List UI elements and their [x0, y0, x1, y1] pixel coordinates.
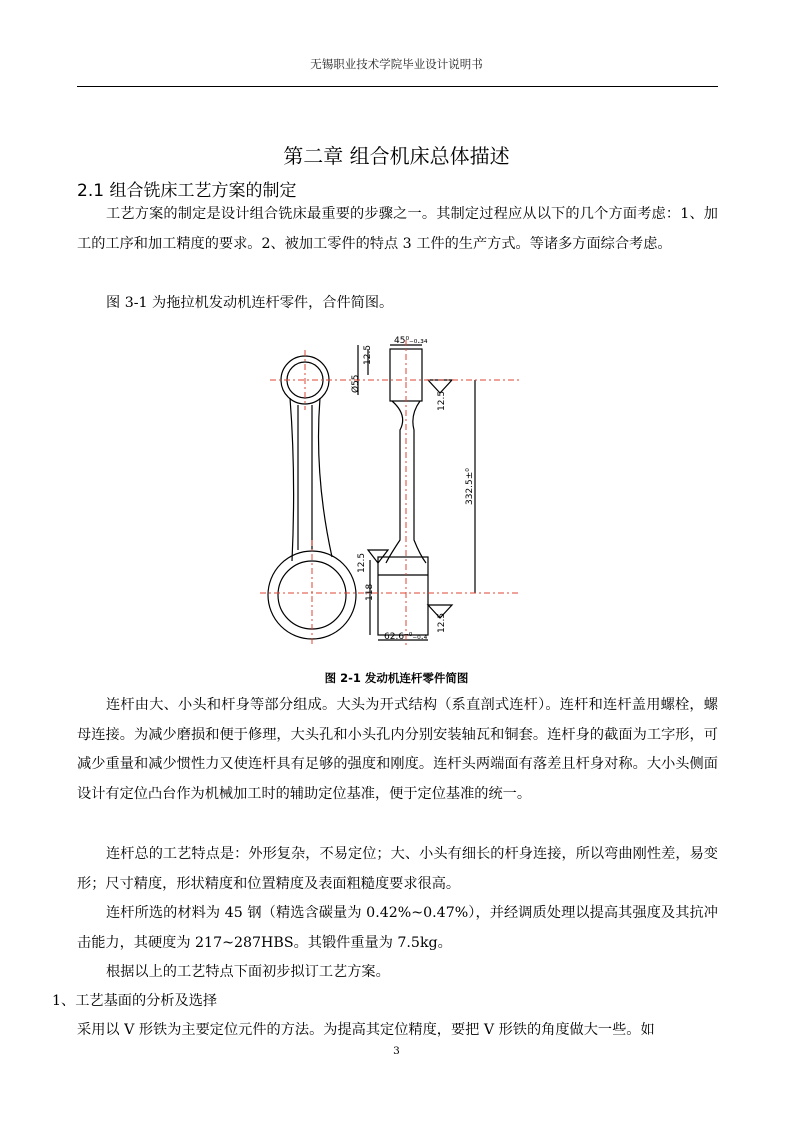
side-big-end: [378, 557, 428, 635]
connecting-rod-drawing: [260, 335, 520, 645]
dim-bottom-width: 62.6⁻⁰₋₀.₄: [384, 632, 428, 642]
paragraph-figure-ref: 图 3-1 为拖拉机发动机连杆零件，合件简图。: [106, 295, 394, 311]
shank-right-edge: [319, 398, 333, 557]
chapter-title: 第二章 组合机床总体描述: [283, 144, 510, 168]
section-title: 2.1 组合铣床工艺方案的制定: [77, 181, 297, 201]
paragraph-v-block: 采用以 V 形铁为主要定位元件的方法。为提高其定位精度，要把 V 形铁的角度做大一些。如: [77, 1022, 655, 1038]
header-divider: [77, 86, 718, 87]
dim-big-dia: 118: [365, 583, 375, 601]
header-title: 无锡职业技术学院毕业设计说明书: [310, 57, 483, 71]
paragraph-material: 连杆所选的材料为 45 钢（精选含碳量为 0.42%~0.47%），并经调质处理以提高其强度及其抗冲击能力，其硬度为 217~287HBS。其锻件重量为 7.5kg。: [77, 905, 718, 951]
figure-caption: 图 2-1 发动机连杆零件简图: [324, 671, 469, 685]
page-number: 3: [393, 1045, 400, 1057]
paragraph-process-features: 连杆总的工艺特点是：外形复杂，不易定位；大、小头有细长的杆身连接，所以弯曲刚性差，易变形；尺寸精度，形状精度和位置精度及表面粗糙度要求很高。: [77, 846, 718, 892]
side-shank-right: [413, 401, 426, 563]
dim-rough-lower: 12.5: [437, 612, 447, 633]
dim-big-height: 12.5: [357, 552, 367, 573]
dim-rough-upper: 12.5: [437, 390, 447, 411]
list-heading-base-surface: 1、工艺基面的分析及选择: [52, 993, 218, 1009]
paragraph-structure: 连杆由大、小头和杆身等部分组成。大头为开式结构（系直剖式连杆）。连杆和连杆盖用螺栓，螺母连接。为减少磨损和便于修理，大头孔和小头孔内分别安装轴瓦和铜套。连杆身的截面为工字形，可减少重量和减少惯性力又使连杆具有足够的强度和刚度。连杆头两端面有落差且杆身对称。大小头侧面设计有定位凸台作为机械加工时的辅助定位基准，便于定位基准的统一。: [77, 697, 718, 802]
drawing-svg: [260, 335, 520, 645]
side-shank-left: [386, 401, 403, 563]
shank-left-edge: [290, 398, 294, 561]
paragraph-intro: 工艺方案的制定是设计组合铣床最重要的步骤之一。其制定过程应从以下的几个方面考虑：1、加工的工序和加工精度的要求。2、被加工零件的特点 3 工件的生产方式。等诸多方面综合考虑。: [77, 206, 718, 252]
dim-center-distance: 332.5±⁰: [465, 468, 475, 505]
dim-small-height: 12.5: [363, 344, 373, 365]
dim-small-dia: Ø55: [351, 374, 361, 393]
paragraph-plan: 根据以上的工艺特点下面初步拟订工艺方案。: [106, 964, 390, 980]
dim-top-width: 45⁰₋₀.₃₄: [394, 336, 428, 346]
